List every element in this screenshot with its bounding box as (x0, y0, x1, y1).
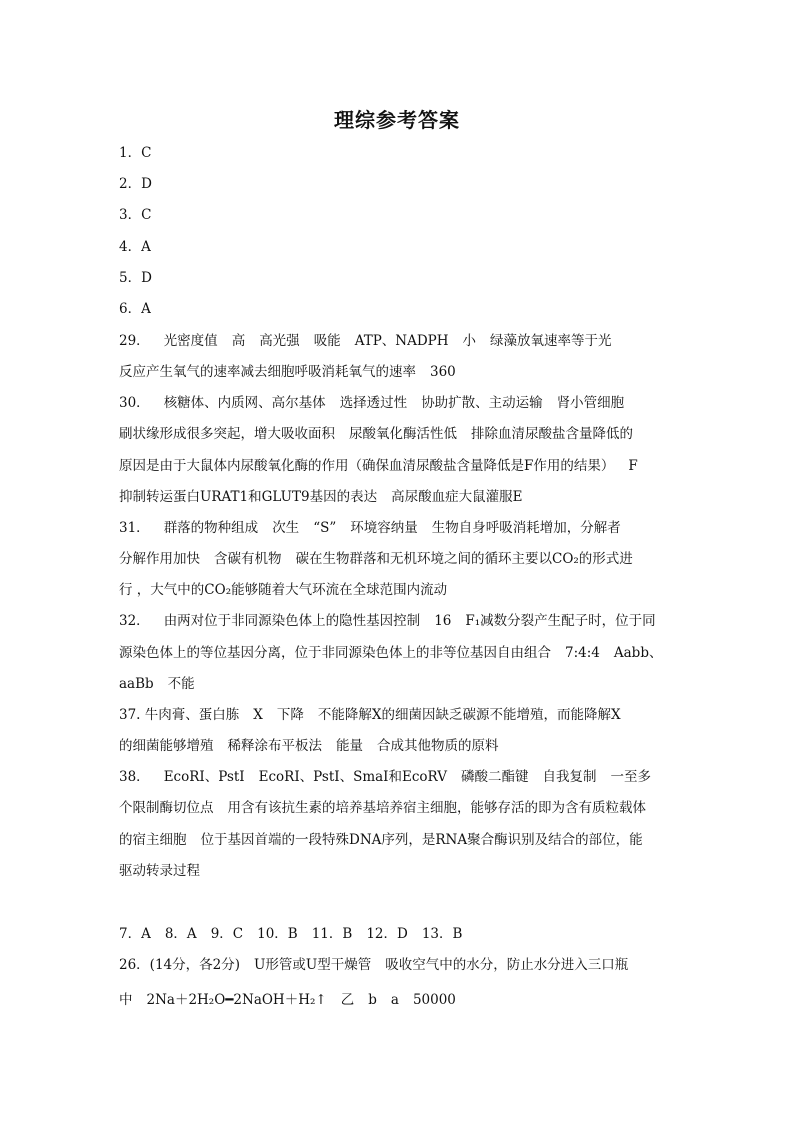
answer-segment: 排除血清尿酸盐含量降低的 (471, 426, 633, 442)
answer-segment: F₁减数分裂产生配子时，位于同 (465, 613, 656, 629)
answer-segment: EcoRI、PstI (163, 769, 245, 785)
answer-line (119, 456, 679, 476)
answer-segment: 高尿酸血症大鼠灌服E (391, 489, 523, 505)
answer-line (119, 830, 679, 850)
answer-line (119, 924, 679, 944)
answer-segment: 的宿主细胞 (119, 832, 187, 848)
page-title: 理综参考答案 (334, 108, 460, 132)
answer-segment: 5．D (119, 270, 152, 286)
answer-segment: 抑制转运蛋白URAT1和GLUT9基因的表达 (119, 489, 378, 505)
answer-segment: 1．C (119, 145, 152, 161)
answer-segment: 协助扩散、主动运输 (421, 395, 543, 411)
answer-line (119, 299, 679, 319)
answer-line (119, 331, 679, 351)
answer-segment: 37. 牛肉膏、蛋白胨 (119, 707, 240, 723)
answer-segment: b (368, 992, 377, 1008)
answer-segment: 下降 (276, 707, 304, 723)
answer-segment: 38． (119, 769, 150, 785)
answer-line (119, 518, 679, 538)
answer-line (119, 237, 679, 257)
answer-segment: 小 (462, 333, 477, 349)
answer-segment: 群落的物种组成 (163, 520, 259, 536)
answer-segment: 29． (119, 333, 150, 349)
answer-segment: 原因是由于大鼠体内尿酸氧化酶的作用（确保血清尿酸盐含量降低是F作用的结果） (119, 458, 615, 474)
answer-segment: 6．A (119, 301, 151, 317)
answer-segment: 环境容纳量 (350, 520, 418, 536)
answer-line (119, 674, 679, 694)
answer-segment: 26．(14分，各2分) (119, 957, 240, 973)
answer-segment: 个限制酶切位点 (119, 800, 214, 816)
answer-segment: 碳在生物群落和无机环境之间的循环主要以CO₂的形式进 (295, 551, 633, 567)
answer-segment: 高 (231, 333, 246, 349)
answer-segment: 光密度值 (163, 333, 218, 349)
answer-segment: 位于基因首端的一段特殊DNA序列，是RNA聚合酶识别及结合的部位，能 (200, 832, 643, 848)
answer-segment: F (628, 458, 638, 474)
answer-segment: ATP、NADPH (354, 333, 449, 349)
answer-segment: 9．C (210, 926, 244, 942)
answer-segment: 反应产生氧气的速率减去细胞呼吸消耗氧气的速率 (119, 364, 416, 380)
answer-line (119, 736, 679, 756)
answer-line (119, 393, 679, 413)
answer-segment: 不能降解X的细菌因缺乏碳源不能增殖，而能降解X (317, 707, 621, 723)
answer-segment: 32． (119, 613, 150, 629)
answer-line (119, 861, 679, 881)
answer-segment: 中 (119, 992, 133, 1008)
answer-segment: 2Na＋2H₂O━2NaOH＋H₂↑ (146, 992, 327, 1008)
answer-segment: 7:4:4 (565, 645, 600, 661)
answer-segment: 行 ，大气中的CO₂能够随着大气环流在全球范围内流动 (119, 582, 448, 598)
answer-segment: 稀释涂布平板法 (227, 738, 322, 754)
answer-line (119, 767, 679, 787)
answer-segment: a (390, 992, 399, 1008)
answer-segment: 选择透过性 (339, 395, 408, 411)
answer-segment: 不能 (167, 676, 195, 692)
answer-segment: 次生 (272, 520, 300, 536)
answer-segment: 360 (430, 364, 456, 380)
answer-segment: 7．A (119, 926, 151, 942)
answer-segment: 刷状缘形成很多突起，增大吸收面积 (119, 426, 335, 442)
answer-line (119, 580, 679, 600)
answer-segment: 4．A (119, 239, 151, 255)
answer-segment: 驱动转录过程 (119, 863, 200, 879)
answer-line (119, 143, 679, 163)
answer-segment: EcoRI、PstI、SmaI和EcoRV (258, 769, 447, 785)
answer-segment: 吸收空气中的水分，防止水分进入三口瓶 (385, 957, 629, 973)
answer-segment: 3．C (119, 207, 152, 223)
answer-line (119, 174, 679, 194)
answer-line (119, 955, 679, 975)
answer-segment: 尿酸氧化酶活性低 (349, 426, 457, 442)
answer-segment: 13．B (421, 926, 463, 942)
answer-segment: 磷酸二酯键 (461, 769, 529, 785)
answer-segment: 由两对位于非同源染色体上的隐性基因控制 (163, 613, 421, 629)
answer-segment: 31． (119, 520, 150, 536)
answer-segment: 一至多 (610, 769, 651, 785)
answer-segment: 吸能 (313, 333, 341, 349)
answer-segment: 核糖体、内质网、高尔基体 (163, 395, 326, 411)
answer-segment: 11．B (311, 926, 353, 942)
answer-line (119, 798, 679, 818)
answer-segment: 高光强 (259, 333, 300, 349)
answer-segment: 乙 (340, 992, 355, 1008)
answer-line (119, 362, 679, 382)
answer-segment: Aabb、 (613, 645, 663, 661)
answer-segment: 用含有该抗生素的培养基培养宿主细胞，能够存活的即为含有质粒载体 (227, 800, 646, 816)
answer-line (119, 643, 679, 663)
answer-line (119, 487, 679, 507)
answer-segment: 2．D (119, 176, 152, 192)
answer-line (119, 705, 679, 725)
answer-segment: 源染色体上的等位基因分离，位于非同源染色体上的非等位基因自由组合 (119, 645, 551, 661)
answer-segment: 的细菌能够增殖 (119, 738, 214, 754)
answer-segment: 能量 (336, 738, 363, 754)
answer-line (119, 205, 679, 225)
answer-segment: 8．A (164, 926, 197, 942)
answer-segment: 绿藻放氧速率等于光 (490, 333, 612, 349)
answer-segment: 分解作用加快 (119, 551, 200, 567)
answer-segment: 肾小管细胞 (556, 395, 625, 411)
answer-segment: 10．B (257, 926, 298, 942)
answer-segment: 合成其他物质的原料 (377, 738, 499, 754)
answer-segment: 16 (434, 613, 452, 629)
answer-segment: U形管或U型干燥管 (253, 957, 372, 973)
answer-segment: aaBb (119, 676, 154, 692)
answer-segment: 生物自身呼吸消耗增加，分解者 (431, 520, 621, 536)
answer-segment: 50000 (412, 992, 456, 1008)
answer-segment: 12．D (366, 926, 408, 942)
answer-line (119, 268, 679, 288)
answer-segment: “S” (313, 520, 337, 536)
answer-segment: 自我复制 (542, 769, 597, 785)
answer-segment: 含碳有机物 (214, 551, 282, 567)
answer-line (119, 990, 679, 1010)
answer-segment: X (253, 707, 263, 723)
answer-segment: 30． (119, 395, 150, 411)
answer-line (119, 611, 679, 631)
answer-line (119, 424, 679, 444)
answer-line (119, 549, 679, 569)
